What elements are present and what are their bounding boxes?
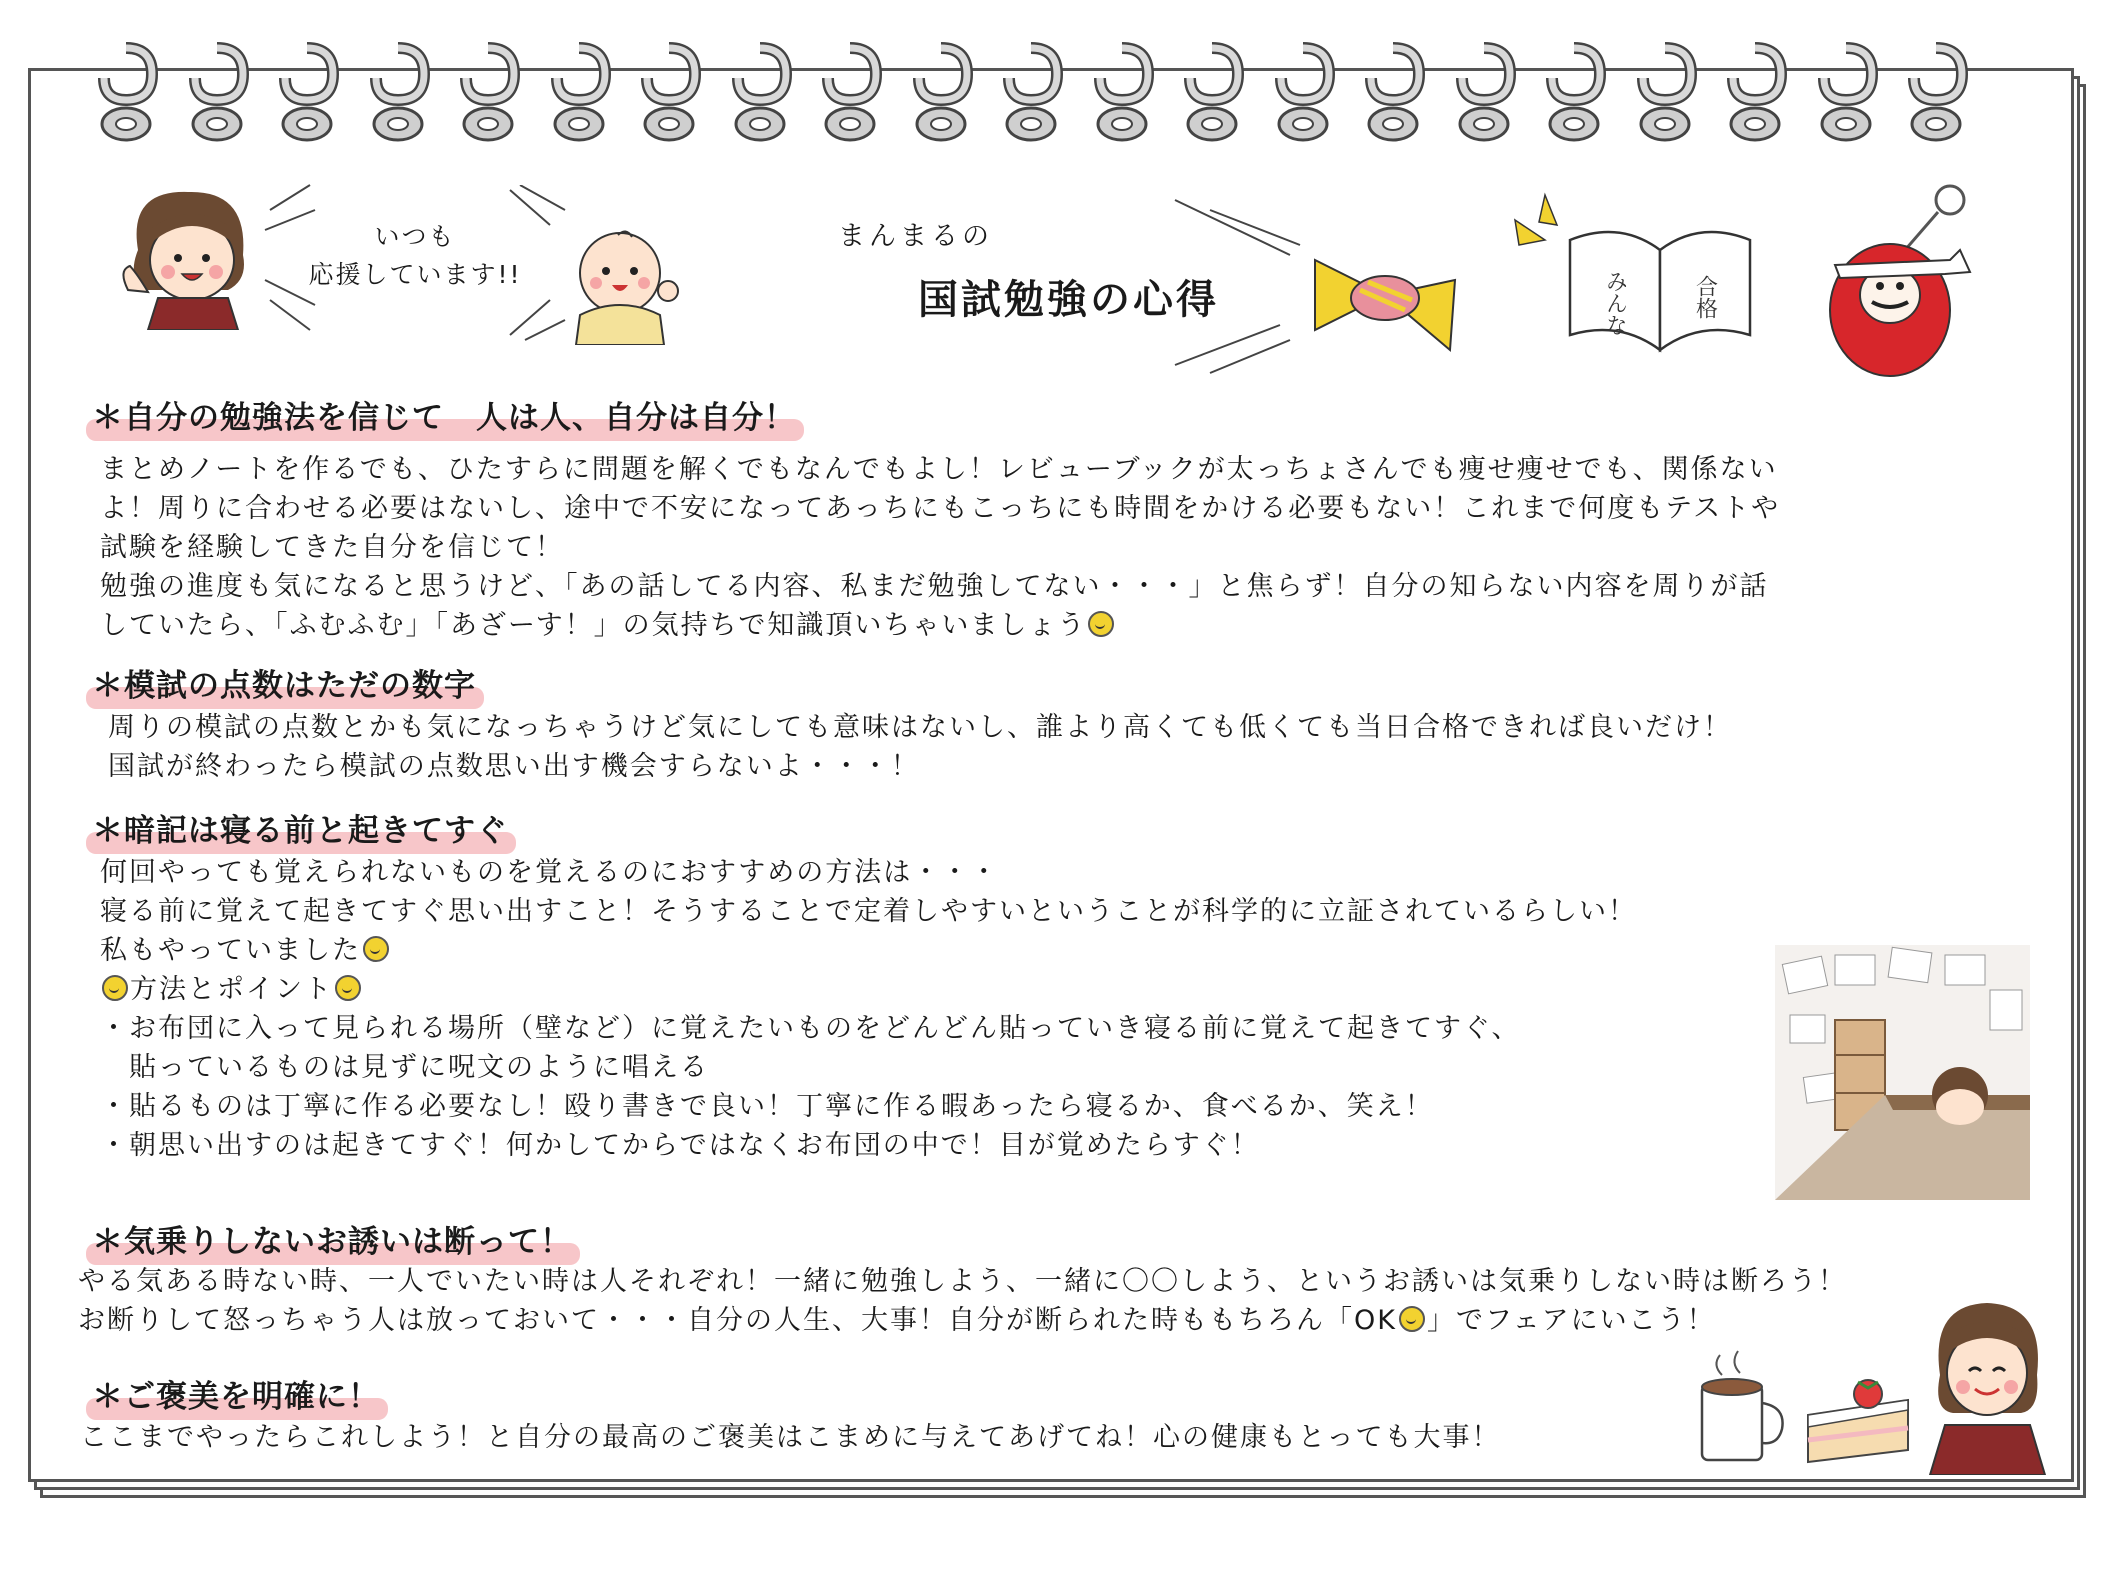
spiral-ring — [94, 40, 158, 144]
girl-smiling-illustration — [1925, 1295, 2050, 1475]
body-line — [100, 892, 1637, 931]
body-line — [100, 450, 1780, 489]
spiral-ring — [1633, 40, 1697, 144]
body-line — [100, 606, 1780, 645]
spiral-ring — [185, 40, 249, 144]
spiral-ring — [1271, 40, 1335, 144]
body-line-text: していたら、「ふむふむ」「あざーす！」の気持ちで知識頂いちゃいましょう — [100, 610, 1087, 641]
spiral-ring — [366, 40, 430, 144]
body-line-text: ここまでやったらこれしよう！と自分の最高のご褒美はこまめに与えてあげてね！心の健康もとっても大事！ — [80, 1422, 1501, 1453]
spiral-ring — [818, 40, 882, 144]
body-line — [108, 747, 1732, 786]
spiral-ring — [1904, 40, 1968, 144]
points-title — [100, 970, 1637, 1009]
section-heading-wrap — [92, 805, 508, 850]
body-line-text: 私もやっていました — [100, 935, 361, 966]
body-line-text: ・お布団に入って見られる場所（壁など）に覚えたいものをどんどん貼っていき寝る前に覚えて起きてすぐ、 — [100, 1013, 1521, 1044]
baby-illustration — [560, 225, 690, 345]
spiral-ring — [1361, 40, 1425, 144]
book-left-text: みんな — [1602, 270, 1628, 336]
coffee-cup-illustration — [1690, 1345, 1790, 1470]
section-heading-text: ＊気乗りしないお誘いは断って！ — [92, 1224, 572, 1260]
body-line-text: 周りの模試の点数とかも気になっちゃうけど気にしても意味はないし、誰より高くても低くても当日合格できれば良いだけ！ — [108, 712, 1732, 743]
spiral-ring — [1090, 40, 1154, 144]
smiley-icon — [363, 936, 389, 962]
spiral-ring — [1452, 40, 1516, 144]
body-line — [100, 1009, 1637, 1048]
smiley-icon — [102, 975, 128, 1001]
points-title-text: 方法とポイント — [130, 974, 333, 1005]
spiral-ring — [999, 40, 1063, 144]
section-heading — [92, 392, 796, 437]
body-line-text: 貼っているものは見ずに呪文のように唱える — [100, 1052, 709, 1083]
body-line-text: まとめノートを作るでも、ひたすらに問題を解くでもなんでもよし！レビューブックが太っちょさんでも痩せ痩せでも、関係ない — [100, 454, 1778, 485]
section-heading-wrap — [92, 1216, 572, 1261]
section-body — [100, 853, 1637, 1165]
body-line-text: よ！周りに合わせる必要はないし、途中で不安になってあっちにもこっちにも時間をかける必要もない！これまで何度もテストや — [100, 493, 1781, 524]
body-line-text: 国試が終わったら模試の点数思い出す機会すらないよ・・・！ — [108, 751, 920, 782]
body-line-text: 勉強の進度も気になると思うけど、「あの話してる内容、私まだ勉強してない・・・」と焦らず！自分の知らない内容を周りが話 — [100, 571, 1769, 602]
body-line — [100, 528, 1780, 567]
speed-lines-title — [1170, 195, 1320, 375]
body-line — [100, 853, 1637, 892]
cheer-line-2: 応援しています!! — [308, 260, 522, 289]
section-body — [80, 1418, 1500, 1457]
body-line-text: 試験を経験してきた自分を信じて！ — [100, 532, 564, 563]
section-body — [108, 708, 1732, 786]
smiley-icon — [1399, 1306, 1425, 1332]
body-line-text: 寝る前に覚えて起きてすぐ思い出すこと！そうすることで定着しやすいということが科学的に立証されているらしい！ — [100, 896, 1637, 927]
body-line-text: やる気ある時ない時、一人でいたい時は人それぞれ！一緒に勉強しよう、一緒に〇〇しよう、というお誘いは気乗りしない時は断ろう！ — [78, 1266, 1847, 1297]
body-line — [108, 708, 1732, 747]
girl-waving-illustration — [108, 180, 278, 330]
candy-illustration — [1310, 240, 1460, 360]
body-line-text: 何回やっても覚えられないものを覚えるのにおすすめの方法は・・・ — [100, 857, 1000, 888]
smiley-icon — [335, 975, 361, 1001]
section-heading-wrap — [92, 392, 796, 437]
section-heading-text: ＊模試の点数はただの数字 — [92, 668, 476, 704]
strawberry-cake-illustration — [1798, 1370, 1918, 1470]
section-heading — [92, 1216, 572, 1261]
page-subtitle: まんまるの — [838, 221, 993, 252]
study-wall-illustration — [1775, 945, 2030, 1200]
body-line — [100, 567, 1780, 606]
body-line — [78, 1301, 1847, 1340]
body-line — [100, 1087, 1637, 1126]
section-body — [100, 450, 1780, 645]
body-line-text: ・貼るものは丁寧に作る必要なし！殴り書きで良い！丁寧に作る暇あったら寝るか、食べるか、笑え！ — [100, 1091, 1434, 1122]
spiral-ring — [909, 40, 973, 144]
spiral-ring — [547, 40, 611, 144]
section-heading-text: ＊ご褒美を明確に！ — [92, 1379, 380, 1415]
daruma-keychain-illustration — [1810, 180, 1990, 380]
body-line-text: 」でフェアにいこう！ — [1426, 1305, 1716, 1336]
spiral-ring — [637, 40, 701, 144]
book-right-text: 合格 — [1692, 275, 1718, 319]
body-line — [100, 489, 1780, 528]
section-heading — [92, 1371, 380, 1416]
body-line — [100, 931, 1637, 970]
smiley-icon — [1088, 611, 1114, 637]
body-line-text: お断りして怒っちゃう人は放っておいて・・・自分の人生、大事！自分が断られた時ももちろん「OK — [78, 1305, 1397, 1336]
section-heading-text: ＊自分の勉強法を信じて 人は人、自分は自分！ — [92, 400, 796, 436]
spiral-ring — [275, 40, 339, 144]
body-line — [100, 1048, 1637, 1087]
page-title: 国試勉強の心得 — [918, 277, 1219, 323]
section-heading — [92, 660, 476, 705]
spiral-ring — [1180, 40, 1244, 144]
body-line — [78, 1262, 1847, 1301]
spiral-ring — [1542, 40, 1606, 144]
body-line — [80, 1418, 1500, 1457]
section-heading-wrap — [92, 1371, 380, 1416]
cheer-line-1: いつも — [374, 222, 456, 251]
spiral-ring — [728, 40, 792, 144]
section-heading-wrap — [92, 660, 476, 705]
open-book-illustration — [1560, 220, 1760, 360]
section-heading-text: ＊暗記は寝る前と起きてすぐ — [92, 813, 508, 849]
section-heading — [92, 805, 508, 850]
spiral-ring — [1814, 40, 1878, 144]
spiral-ring — [456, 40, 520, 144]
body-line-text: ・朝思い出すのは起きてすぐ！何かしてからではなくお布団の中で！目が覚めたらすぐ！ — [100, 1130, 1260, 1161]
body-line — [100, 1126, 1637, 1165]
section-body — [78, 1262, 1847, 1340]
spiral-ring — [1723, 40, 1787, 144]
